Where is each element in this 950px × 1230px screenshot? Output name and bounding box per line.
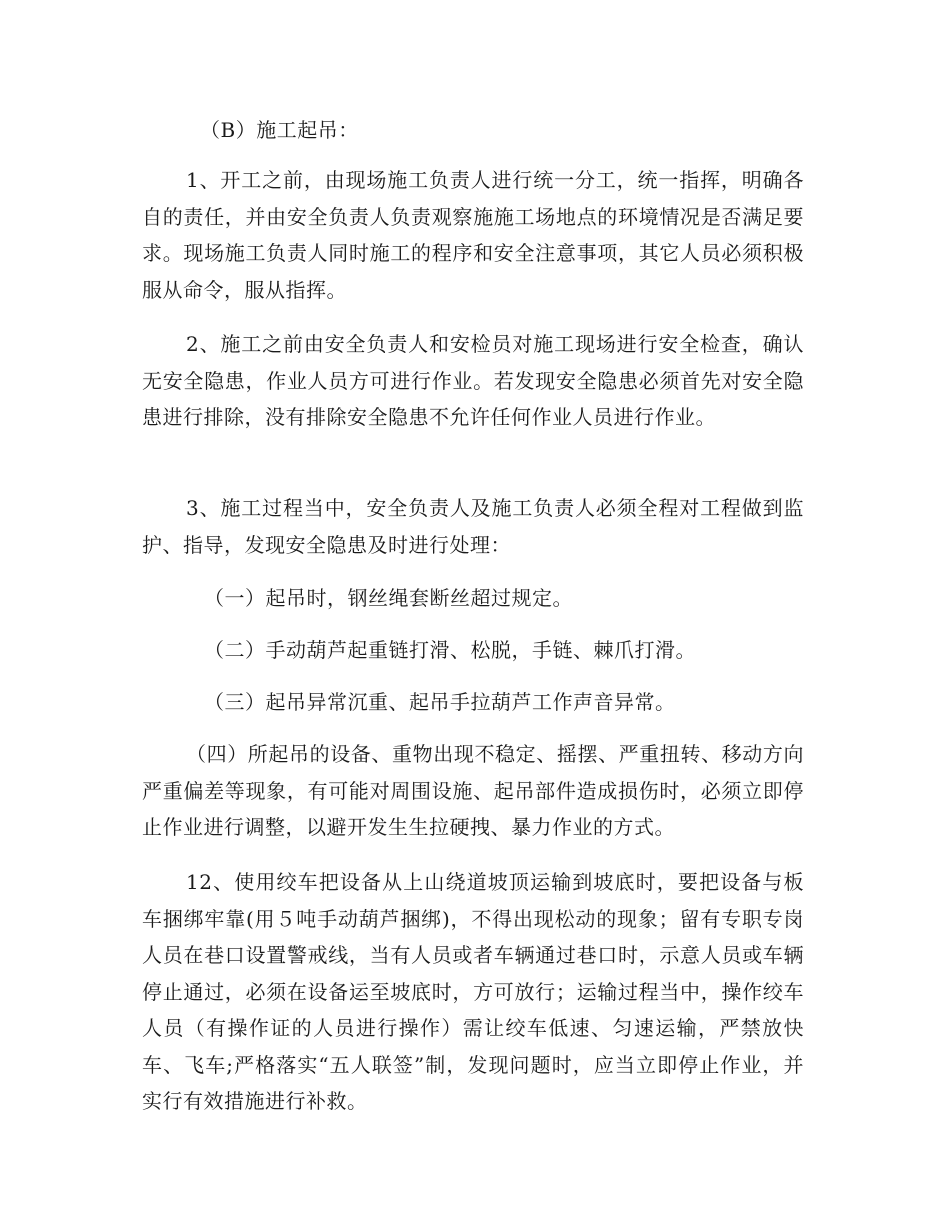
paragraph-3: 3、施工过程当中，安全负责人及施工负责人必须全程对工程做到监护、指导，发现安全隐患及时进行处理： (142, 496, 804, 557)
list-item-1: （一）起吊时，钢丝绳套断丝超过规定。 (204, 586, 573, 610)
paragraph-2: 2、施工之前由安全负责人和安检员对施工现场进行安全检查，确认无安全隐患，作业人员方可进行作业。若发现安全隐患必须首先对安全隐患进行排除，没有排除安全隐患不允许任何作业人员进行作业。 (142, 332, 804, 429)
paragraph-1: 1、开工之前，由现场施工负责人进行统一分工，统一指挥，明确各自的责任，并由安全负责人负责观察施施工场地点的环境情况是否满足要求。现场施工负责人同时施工的程序和安全注意事项，其它人员必须积极服从命令，服从指挥。 (142, 168, 804, 302)
list-item-2: （二）手动葫芦起重链打滑、松脱，手链、棘爪打滑。 (204, 638, 696, 662)
list-item-3: （三）起吊异常沉重、起吊手拉葫芦工作声音异常。 (204, 690, 676, 714)
paragraph-12: 12、使用绞车把设备从上山绕道坡顶运输到坡底时，要把设备与板车捆绑牢靠(用５吨手动葫芦捆绑)，不得出现松动的现象；留有专职专岗人员在巷口设置警戒线，当有人员或者车辆通过巷口时，示意人员或车辆停止通过，必须在设备运至坡底时，方可放行；运输过程当中，操作绞车人员（有操作证的人员进行操作）需让绞车低速、匀速运输，严禁放快车、飞车;严格落实“五人联签”制，发现问题时，应当立即停止作业，并实行有效措施进行补救。 (142, 870, 804, 1113)
section-heading: （B）施工起吊： (200, 118, 359, 142)
list-item-4: （四）所起吊的设备、重物出现不稳定、摇摆、严重扭转、移动方向严重偏差等现象，有可能对周围设施、起吊部件造成损伤时，必须立即停止作业进行调整，以避开发生生拉硬拽、暴力作业的方式。 (142, 742, 804, 839)
